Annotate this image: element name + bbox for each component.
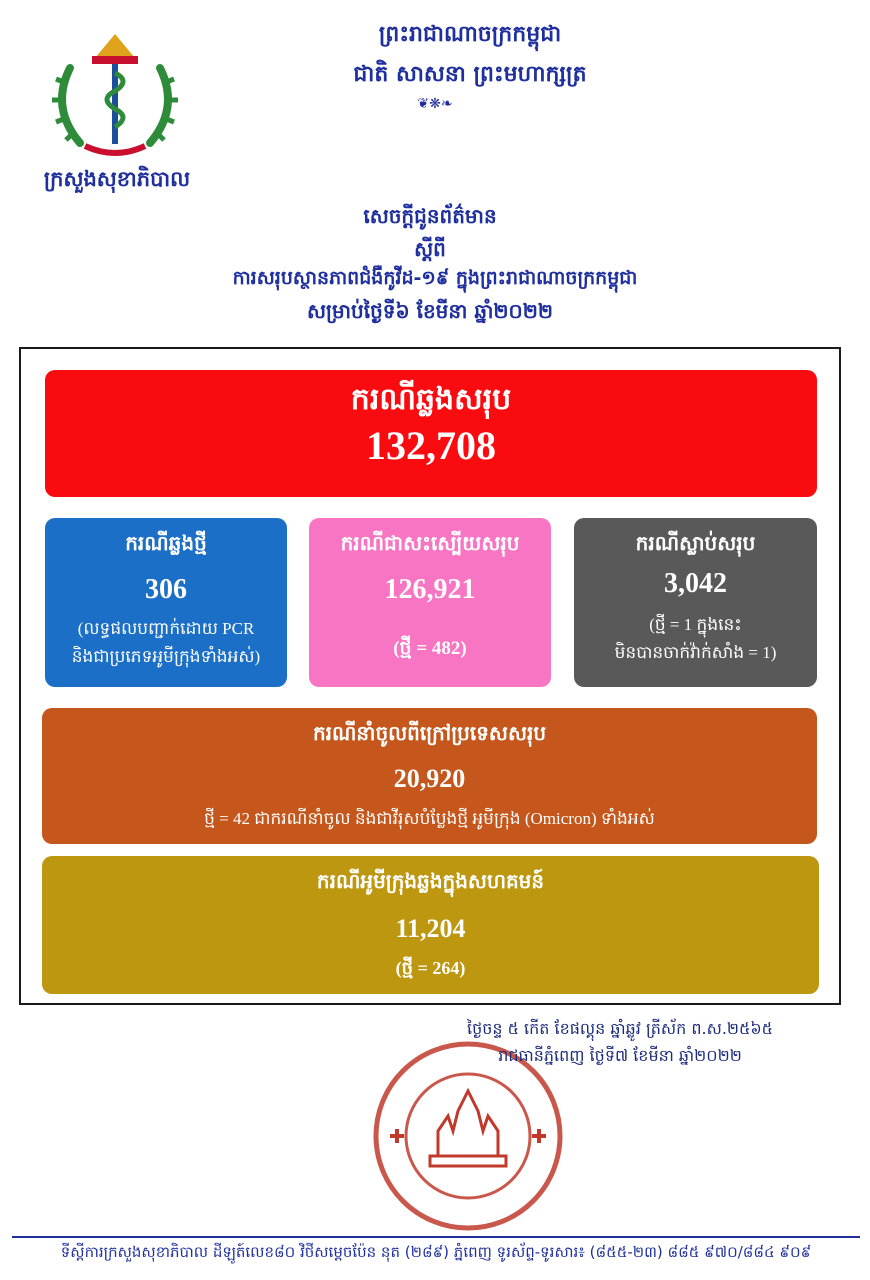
community-cases-value: 11,204 bbox=[395, 914, 466, 943]
lunar-date: ថ្ងៃចន្ទ ៥ កើត ខែផល្គុន ឆ្នាំឆ្លូវ ត្រីស័ក ព.ស.២៥៦៥ bbox=[467, 1019, 773, 1038]
recovered-note: (ថ្មី = 482) bbox=[393, 638, 467, 659]
ministry-name: ក្រសួងសុខាភិបាល bbox=[43, 167, 191, 191]
recovered-box bbox=[309, 518, 551, 687]
notice-date: សម្រាប់ថ្ងៃទី៦ ខែមីនា ឆ្នាំ២០២២ bbox=[307, 299, 553, 323]
issue-date: រាជធានីភ្នំពេញ ថ្ងៃទី៧ ខែមីនា ឆ្នាំ២០២២ bbox=[498, 1046, 742, 1065]
recovered-value: 126,921 bbox=[384, 574, 476, 605]
deaths-box bbox=[574, 518, 817, 687]
community-cases-label: ករណីអូមីក្រុងឆ្លងក្នុងសហគមន៍ bbox=[316, 869, 545, 893]
notice-about: ស្តីពី bbox=[414, 237, 446, 261]
notice-subject: ការសរុបស្ថានភាពជំងឺកូវីដ-១៩ ក្នុងព្រះរាជាណាចក្រកម្ពុជា bbox=[232, 267, 638, 289]
new-cases-note-1: (លទ្ធផលបញ្ជាក់ដោយ PCR bbox=[77, 619, 255, 638]
total-cases-value: 132,708 bbox=[366, 423, 496, 468]
nation-motto: ជាតិ សាសនា ព្រះមហាក្សត្រ bbox=[353, 62, 587, 87]
community-cases-box bbox=[42, 856, 819, 994]
new-cases-note-2: និងជាប្រភេទអូមីក្រុងទាំងអស់) bbox=[71, 647, 261, 666]
ministry-logo-icon bbox=[40, 28, 190, 168]
total-cases-box bbox=[45, 370, 817, 497]
deaths-value: 3,042 bbox=[664, 568, 727, 599]
imported-cases-note: ថ្មី = 42 ជាករណីនាំចូល និងជាវីរុសបំប្លែងថ្មី អូមីក្រុង (Omicron) ទាំងអស់ bbox=[204, 809, 655, 828]
imported-cases-label: ករណីនាំចូលពីក្រៅប្រទេសសរុប bbox=[312, 721, 547, 745]
footer-divider bbox=[12, 1236, 860, 1238]
footer-address: ទីស្តីការក្រសួងសុខាភិបាល ដីឡូត៍លេខ៨០ វិថីសម្តេចប៉ែន នុត (២៨៩) ភ្នំពេញ ទូរស័ព្ទ-ទូរសារ៖ (៨៥៥-២៣) ៨៨៥ ៩៧០/៨៨៤ ៩០៩ bbox=[60, 1243, 812, 1261]
new-cases-box bbox=[45, 518, 287, 687]
imported-cases-value: 20,920 bbox=[393, 764, 466, 793]
deaths-note-1: (ថ្មី = 1 ក្នុងនេះ bbox=[649, 615, 742, 634]
kingdom-title: ព្រះរាជាណាចក្រកម្ពុជា bbox=[378, 22, 562, 47]
ornament-icon: ❦❋❧ bbox=[417, 96, 453, 112]
deaths-note-2: មិនបានចាក់វ៉ាក់សាំង = 1) bbox=[614, 643, 777, 662]
community-cases-note: (ថ្មី = 264) bbox=[395, 958, 466, 978]
imported-cases-box bbox=[42, 708, 817, 844]
deaths-label: ករណីស្លាប់សរុប bbox=[635, 531, 756, 555]
total-cases-label: ករណីឆ្លងសរុប bbox=[350, 382, 512, 417]
new-cases-label: ករណីឆ្លងថ្មី bbox=[125, 531, 207, 555]
new-cases-value: 306 bbox=[145, 574, 187, 605]
recovered-label: ករណីជាសះស្បើយសរុប bbox=[340, 531, 520, 555]
notice-title: សេចក្តីជូនព័ត៌មាន bbox=[363, 204, 497, 228]
